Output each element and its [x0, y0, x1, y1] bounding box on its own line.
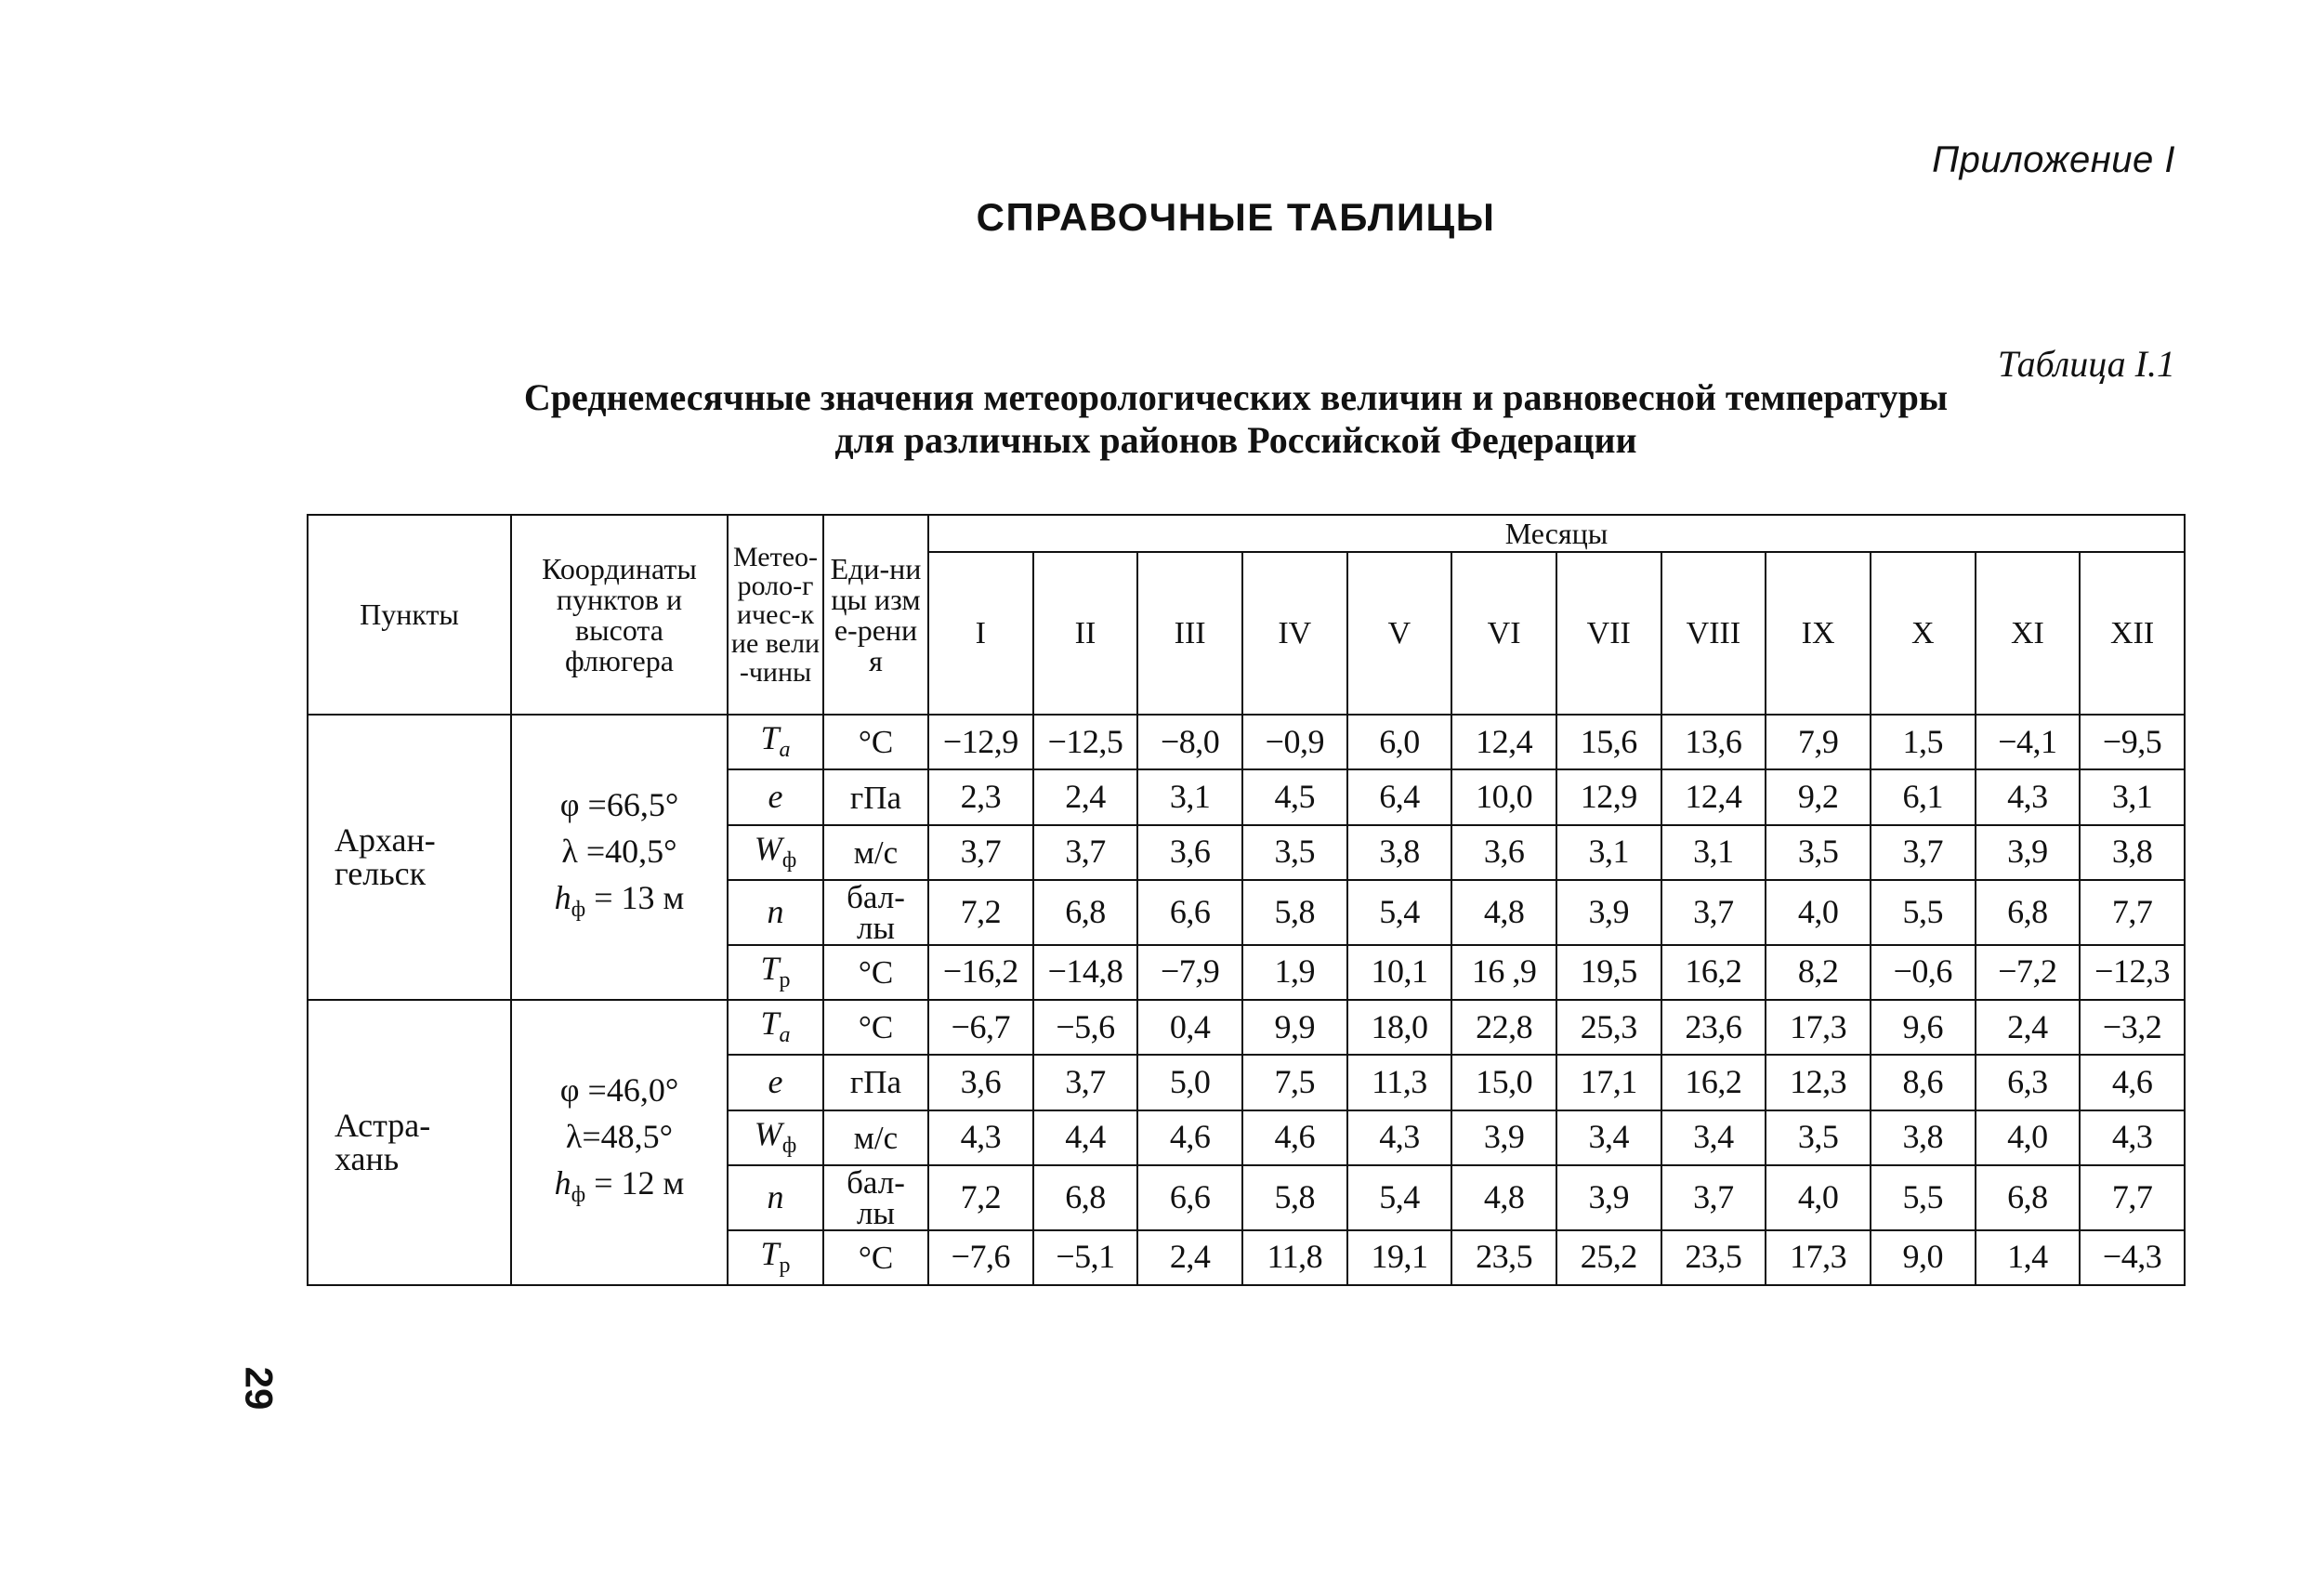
unit-text: м/с [853, 1119, 899, 1156]
table-row [308, 715, 2185, 769]
page-number: 29 [237, 1366, 282, 1411]
quantity-symbol-subscript: a [779, 738, 791, 763]
header-month-10: X [1871, 552, 1976, 715]
value-cell: 9,9 [1242, 1000, 1347, 1055]
value-cell: 3,4 [1661, 1110, 1766, 1165]
value-cell: 17,1 [1556, 1055, 1661, 1110]
latitude: φ =66,5° [559, 785, 679, 823]
quantity-symbol-letter: T [760, 950, 780, 988]
quantity-symbol [728, 1230, 823, 1285]
header-month-1: I [928, 552, 1033, 715]
value-cell: 16,2 [1661, 945, 1766, 1000]
value-cell: −4,1 [1976, 715, 2081, 769]
value-cell: 6,1 [1871, 769, 1976, 824]
quantity-symbol-letter: e [768, 1063, 783, 1101]
value-cell: 6,8 [1033, 880, 1138, 945]
unit-text: °C [858, 1009, 894, 1046]
quantity-symbol [728, 715, 823, 769]
header-month-9: IX [1766, 552, 1871, 715]
value-cell: 2,4 [1033, 769, 1138, 824]
value-cell: 6,4 [1347, 769, 1452, 824]
value-cell: 17,3 [1766, 1230, 1871, 1285]
station-coordinates [511, 715, 728, 1000]
value-cell: 2,3 [928, 769, 1033, 824]
value-cell: 12,4 [1451, 715, 1556, 769]
unit-text: м/с [853, 834, 899, 871]
value-cell: 3,1 [2080, 769, 2185, 824]
quantity-symbol-letter: W [754, 830, 782, 868]
unit-cell [823, 715, 928, 769]
quantity-symbol [728, 1110, 823, 1165]
value-cell: −4,3 [2080, 1230, 2185, 1285]
value-cell: 3,7 [1661, 1165, 1766, 1230]
vane-height: $h_ф = 12$ м [554, 1163, 685, 1208]
value-cell: 1,9 [1242, 945, 1347, 1000]
unit-text: бал-лы [847, 1163, 905, 1231]
value-cell: 3,6 [928, 1055, 1033, 1110]
quantity-symbol [728, 880, 823, 945]
value-cell: 2,4 [1137, 1230, 1242, 1285]
vane-height-value: = 13 м [585, 878, 685, 916]
value-cell: 6,0 [1347, 715, 1452, 769]
value-cell: 3,6 [1451, 825, 1556, 880]
station-name-text: Астра-хань [335, 1107, 431, 1178]
quantity-symbol-subscript: ф [781, 848, 797, 873]
header-quantity-text: Метео-роло-гичес-кие вели-чины [730, 542, 821, 688]
value-cell: 3,9 [1556, 880, 1661, 945]
value-cell: 11,3 [1347, 1055, 1452, 1110]
value-cell: 6,6 [1137, 1165, 1242, 1230]
unit-cell [823, 1000, 928, 1055]
value-cell: −5,6 [1033, 1000, 1138, 1055]
quantity-symbol [728, 1000, 823, 1055]
value-cell: 18,0 [1347, 1000, 1452, 1055]
unit-text: °C [858, 1239, 894, 1276]
value-cell: 7,2 [928, 880, 1033, 945]
value-cell: 3,8 [1871, 1110, 1976, 1165]
value-cell: 4,0 [1976, 1110, 2081, 1165]
value-cell: 5,8 [1242, 1165, 1347, 1230]
header-month-7: VII [1556, 552, 1661, 715]
value-cell: 3,6 [1137, 825, 1242, 880]
unit-cell [823, 880, 928, 945]
value-cell: −9,5 [2080, 715, 2185, 769]
header-station: Пункты [308, 515, 511, 715]
value-cell: 3,5 [1766, 825, 1871, 880]
value-cell: −16,2 [928, 945, 1033, 1000]
value-cell: 4,6 [2080, 1055, 2185, 1110]
value-cell: 3,7 [928, 825, 1033, 880]
station-name-text: Архан-гельск [335, 821, 436, 893]
quantity-symbol-letter: T [760, 1005, 780, 1043]
value-cell: 3,5 [1242, 825, 1347, 880]
quantity-symbol [728, 769, 823, 824]
value-cell: 8,2 [1766, 945, 1871, 1000]
station-coordinates [511, 1000, 728, 1285]
unit-cell [823, 1165, 928, 1230]
value-cell: 23,5 [1451, 1230, 1556, 1285]
quantity-symbol [728, 945, 823, 1000]
value-cell: 3,1 [1661, 825, 1766, 880]
quantity-symbol-letter: n [767, 892, 784, 930]
value-cell: 3,9 [1556, 1165, 1661, 1230]
meteorological-data-table [307, 514, 2186, 1286]
quantity-symbol-subscript: ф [781, 1134, 797, 1159]
header-coordinates [511, 515, 728, 715]
value-cell: 12,3 [1766, 1055, 1871, 1110]
value-cell: 25,3 [1556, 1000, 1661, 1055]
unit-text: бал-лы [847, 878, 905, 946]
value-cell: 9,6 [1871, 1000, 1976, 1055]
value-cell: 3,1 [1556, 825, 1661, 880]
value-cell: 4,3 [1976, 769, 2081, 824]
value-cell: 11,8 [1242, 1230, 1347, 1285]
value-cell: 5,5 [1871, 880, 1976, 945]
longitude: λ =40,5° [561, 832, 677, 870]
value-cell: 6,3 [1976, 1055, 2081, 1110]
value-cell: 16 ,9 [1451, 945, 1556, 1000]
station-name [308, 1000, 511, 1285]
quantity-symbol-letter: T [760, 1235, 780, 1273]
quantity-symbol-letter: e [768, 778, 783, 816]
value-cell: −7,2 [1976, 945, 2081, 1000]
value-cell: 13,6 [1661, 715, 1766, 769]
value-cell: 1,4 [1976, 1230, 2081, 1285]
unit-cell [823, 769, 928, 824]
quantity-symbol [728, 1165, 823, 1230]
value-cell: 9,2 [1766, 769, 1871, 824]
value-cell: 4,6 [1242, 1110, 1347, 1165]
value-cell: 7,7 [2080, 880, 2185, 945]
value-cell: 0,4 [1137, 1000, 1242, 1055]
value-cell: 7,9 [1766, 715, 1871, 769]
value-cell: 3,8 [1347, 825, 1452, 880]
caption-line-1: Среднемесячные значения метеорологических величин и равновесной температуры [523, 376, 1949, 418]
value-cell: 5,4 [1347, 880, 1452, 945]
quantity-symbol-letter: n [767, 1177, 784, 1215]
value-cell: 12,4 [1661, 769, 1766, 824]
value-cell: 6,8 [1976, 880, 2081, 945]
value-cell: −12,5 [1033, 715, 1138, 769]
value-cell: −7,6 [928, 1230, 1033, 1285]
unit-text: °C [858, 724, 894, 761]
value-cell: 3,5 [1766, 1110, 1871, 1165]
unit-cell [823, 825, 928, 880]
unit-cell [823, 1230, 928, 1285]
value-cell: −12,3 [2080, 945, 2185, 1000]
value-cell: 23,5 [1661, 1230, 1766, 1285]
value-cell: −0,6 [1871, 945, 1976, 1000]
header-quantity [728, 515, 823, 715]
unit-cell [823, 1055, 928, 1110]
value-cell: 25,2 [1556, 1230, 1661, 1285]
unit-text: °C [858, 953, 894, 991]
quantity-symbol-letter: W [754, 1115, 782, 1153]
value-cell: 6,8 [1976, 1165, 2081, 1230]
value-cell: 7,7 [2080, 1165, 2185, 1230]
header-month-4: IV [1242, 552, 1347, 715]
value-cell: 4,3 [1347, 1110, 1452, 1165]
quantity-symbol-subscript: р [779, 968, 791, 993]
header-month-12: XII [2080, 552, 2185, 715]
value-cell: −12,9 [928, 715, 1033, 769]
value-cell: 17,3 [1766, 1000, 1871, 1055]
table-number-label: Таблица I.1 [1997, 343, 2175, 385]
value-cell: 3,1 [1137, 769, 1242, 824]
unit-text: гПа [849, 1064, 902, 1101]
value-cell: 3,7 [1871, 825, 1976, 880]
value-cell: 10,1 [1347, 945, 1452, 1000]
value-cell: 3,4 [1556, 1110, 1661, 1165]
header-month-11: XI [1976, 552, 2081, 715]
header-months-group: Месяцы [928, 515, 2185, 552]
value-cell: 3,9 [1451, 1110, 1556, 1165]
header-month-5: V [1347, 552, 1452, 715]
value-cell: −7,9 [1137, 945, 1242, 1000]
value-cell: −8,0 [1137, 715, 1242, 769]
value-cell: 4,0 [1766, 880, 1871, 945]
appendix-label: Приложение I [1932, 139, 2175, 180]
value-cell: 22,8 [1451, 1000, 1556, 1055]
value-cell: 1,5 [1871, 715, 1976, 769]
value-cell: 5,8 [1242, 880, 1347, 945]
header-coordinates-text: Координаты пунктов и высота флюгера [542, 551, 697, 677]
header-month-3: III [1137, 552, 1242, 715]
value-cell: 9,0 [1871, 1230, 1976, 1285]
value-cell: 4,3 [928, 1110, 1033, 1165]
value-cell: 4,5 [1242, 769, 1347, 824]
value-cell: 6,6 [1137, 880, 1242, 945]
value-cell: 19,1 [1347, 1230, 1452, 1285]
latitude: φ =46,0° [559, 1070, 679, 1109]
value-cell: 4,8 [1451, 1165, 1556, 1230]
value-cell: 4,3 [2080, 1110, 2185, 1165]
value-cell: −3,2 [2080, 1000, 2185, 1055]
value-cell: 4,0 [1766, 1165, 1871, 1230]
table-row [308, 1000, 2185, 1055]
value-cell: 5,0 [1137, 1055, 1242, 1110]
value-cell: 4,4 [1033, 1110, 1138, 1165]
longitude: λ=48,5° [565, 1117, 674, 1155]
value-cell: 4,6 [1137, 1110, 1242, 1165]
value-cell: 15,0 [1451, 1055, 1556, 1110]
value-cell: 12,9 [1556, 769, 1661, 824]
value-cell: −14,8 [1033, 945, 1138, 1000]
header-units-text: Еди-ницы изме-рения [830, 551, 922, 677]
value-cell: −0,9 [1242, 715, 1347, 769]
value-cell: 5,5 [1871, 1165, 1976, 1230]
vane-height-value: = 12 м [585, 1163, 685, 1202]
value-cell: 7,2 [928, 1165, 1033, 1230]
caption-line-2: для различных районов Российской Федерации [834, 419, 1637, 461]
header-month-2: II [1033, 552, 1138, 715]
value-cell: 6,8 [1033, 1165, 1138, 1230]
value-cell: 10,0 [1451, 769, 1556, 824]
value-cell: 3,9 [1976, 825, 2081, 880]
value-cell: 5,4 [1347, 1165, 1452, 1230]
value-cell: 16,2 [1661, 1055, 1766, 1110]
value-cell: 3,7 [1033, 825, 1138, 880]
value-cell: 3,7 [1661, 880, 1766, 945]
value-cell: −6,7 [928, 1000, 1033, 1055]
value-cell: 7,5 [1242, 1055, 1347, 1110]
value-cell: 8,6 [1871, 1055, 1976, 1110]
section-title: СПРАВОЧНЫЕ ТАБЛИЦЫ [976, 195, 1496, 239]
value-cell: 3,8 [2080, 825, 2185, 880]
quantity-symbol-letter: T [760, 719, 780, 757]
header-month-8: VIII [1661, 552, 1766, 715]
quantity-symbol-subscript: р [779, 1254, 791, 1279]
value-cell: 2,4 [1976, 1000, 2081, 1055]
station-name [308, 715, 511, 1000]
value-cell: −5,1 [1033, 1230, 1138, 1285]
value-cell: 19,5 [1556, 945, 1661, 1000]
value-cell: 23,6 [1661, 1000, 1766, 1055]
quantity-symbol [728, 825, 823, 880]
value-cell: 15,6 [1556, 715, 1661, 769]
unit-cell [823, 1110, 928, 1165]
table-caption [0, 376, 2324, 462]
quantity-symbol-subscript: a [779, 1023, 791, 1048]
quantity-symbol [728, 1055, 823, 1110]
header-units [823, 515, 928, 715]
header-month-6: VI [1451, 552, 1556, 715]
vane-height: $h_ф = 13$ м [554, 878, 685, 923]
unit-cell [823, 945, 928, 1000]
value-cell: 3,7 [1033, 1055, 1138, 1110]
unit-text: гПа [849, 779, 902, 816]
value-cell: 4,8 [1451, 880, 1556, 945]
